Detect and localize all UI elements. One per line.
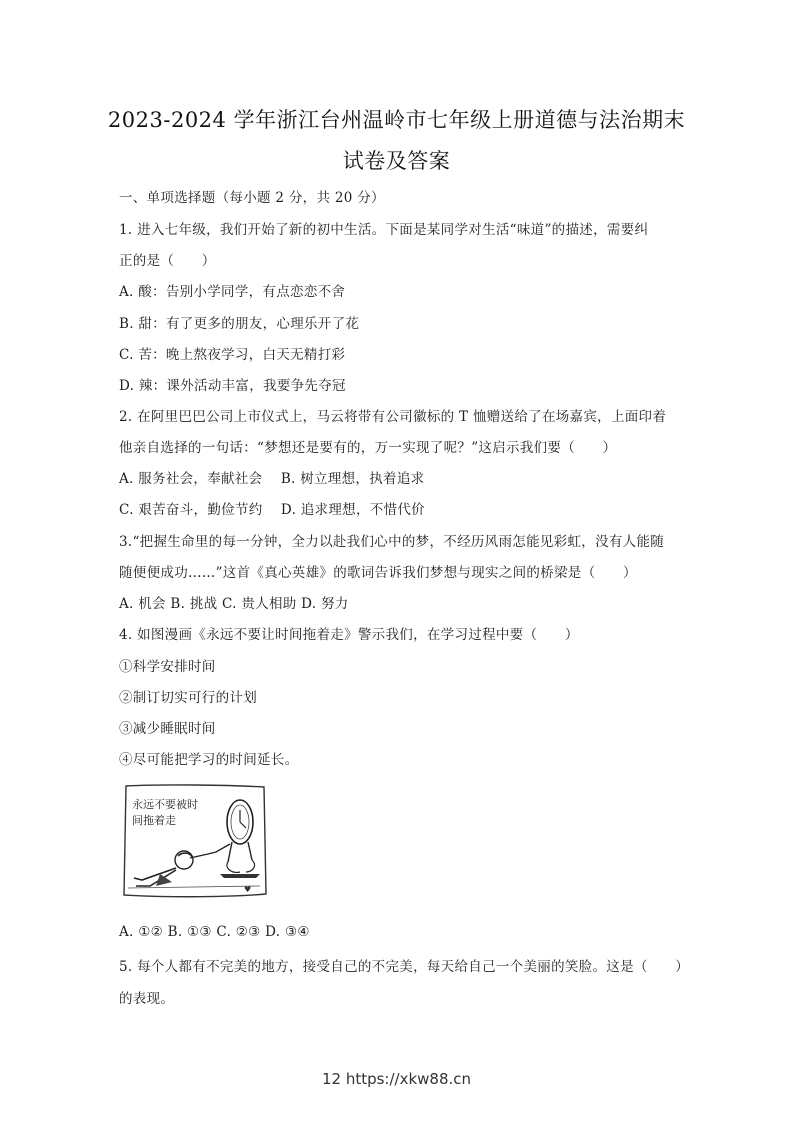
svg-text:♥: ♥ (244, 885, 252, 894)
cartoon-caption-line-2: 间拖着走 (132, 814, 176, 827)
question-1-stem: 1. 进入七年级，我们开始了新的初中生活。下面是某同学对生活“味道”的描述，需要纠 (119, 222, 649, 238)
page-footer: 12 https://xkw88.cn (321, 1070, 472, 1088)
question-4-options: A. ①② B. ①③ C. ②③ D. ③④ (119, 924, 310, 940)
question-4-item-1: ①科学安排时间 (119, 659, 216, 675)
question-1-option-d: D. 辣：课外活动丰富，我要争先夺冠 (119, 378, 346, 394)
question-3-stem: 3.“把握生命里的每一分钟，全力以赴我们心中的梦，不经历风雨怎能见彩虹，没有人能随 (119, 534, 665, 550)
question-2-stem: 2. 在阿里巴巴公司上市仪式上，马云将带有公司徽标的 T 恤赠送给了在场嘉宾，上面印着 (119, 409, 667, 425)
lying-student-figure (134, 851, 208, 886)
question-4-item-2: ②制订切实可行的计划 (119, 690, 257, 706)
question-1-stem-cont: 正的是（ ） (119, 253, 216, 269)
section-heading: 一、单项选择题（每小题 2 分，共 20 分） (119, 190, 385, 206)
question-1-option-b: B. 甜：有了更多的朋友，心理乐开了花 (119, 316, 360, 332)
document-title-line-1: 2023-2024 学年浙江台州温岭市七年级上册道德与法治期末 (107, 108, 686, 132)
clock-figure (208, 800, 260, 878)
question-5-stem-cont: 的表现。 (119, 991, 175, 1007)
question-2-options-cd: C. 艰苦奋斗，勤俭节约 D. 追求理想，不惜代价 (119, 502, 425, 518)
question-3-options: A. 机会 B. 挑战 C. 贵人相助 D. 努力 (119, 596, 349, 612)
question-2-options-ab: A. 服务社会，奉献社会 B. 树立理想，执着追求 (119, 471, 425, 487)
question-2-stem-cont: 他亲自选择的一句话：“梦想还是要有的，万一实现了呢？”这启示我们要（ ） (119, 440, 617, 456)
question-4-stem: 4. 如图漫画《永远不要让时间拖着走》警示我们，在学习过程中要（ ） (119, 627, 579, 643)
cartoon-caption-line-1: 永远不要被时 (132, 798, 198, 811)
question-4-item-4: ④尽可能把学习的时间延长。 (119, 752, 299, 768)
question-1-option-a: A. 酸：告别小学同学，有点恋恋不舍 (119, 284, 346, 300)
question-5-stem: 5. 每个人都有不完美的地方，接受自己的不完美，每天给自己一个美丽的笑脸。这是（ ） (119, 959, 690, 975)
question-1-option-c: C. 苦：晚上熬夜学习，白天无精打彩 (119, 347, 346, 363)
cartoon-illustration (120, 782, 270, 904)
question-3-stem-cont: 随便便成功……”这首《真心英雄》的歌词告诉我们梦想与现实之间的桥梁是（ ） (119, 565, 637, 581)
document-title-line-2: 试卷及答案 (342, 149, 451, 173)
question-4-item-3: ③减少睡眠时间 (119, 721, 216, 737)
